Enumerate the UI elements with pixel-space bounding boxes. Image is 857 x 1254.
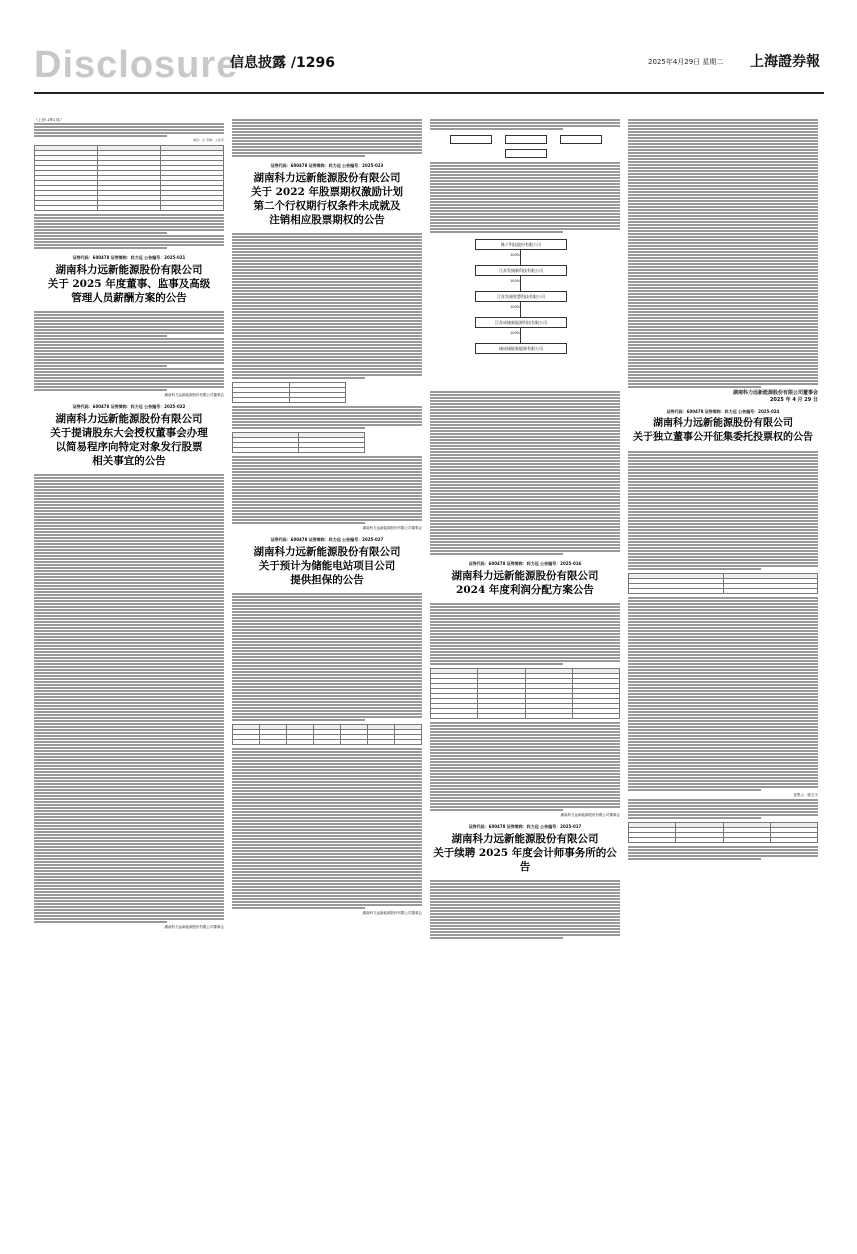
table-unit: 单位：元 币种：人民币 bbox=[193, 138, 224, 142]
notice-proxy-solicitation bbox=[628, 409, 818, 445]
board-signature: 湖南科力远新能源股份有限公司董事会 bbox=[732, 390, 818, 396]
proxy-form-table bbox=[628, 822, 818, 843]
org-box: 江苏发储智慧科技有限公司 bbox=[475, 291, 567, 302]
notice-meta: 证券代码：600478 证券简称：科力远 公告编号：2025-023 bbox=[270, 163, 384, 168]
notice-title: 湖南科力远新能源股份有限公司 关于 2025 年度董事、监事及高级 管理人员薪酬方案的公告 bbox=[47, 264, 211, 304]
notice-title: 湖南科力远新能源股份有限公司 关于独立董事公开征集委托投票权的公告 bbox=[633, 418, 813, 443]
org-pct: 100% bbox=[510, 331, 521, 335]
proposal-table bbox=[628, 573, 818, 594]
org-pct: 100% bbox=[510, 305, 521, 309]
notice-signature: 湖南科力远新能源股份有限公司董事会 bbox=[362, 911, 422, 915]
notice-profit-distribution bbox=[430, 561, 620, 597]
header-divider bbox=[34, 92, 824, 94]
board-signature-date: 2025 年 4 月 29 日 bbox=[769, 397, 818, 403]
org-pct: 100% bbox=[510, 253, 521, 257]
notice-title: 湖南科力远新能源股份有限公司 关于续聘 2025 年度会计师事务所的公告 bbox=[433, 833, 617, 873]
org-box: 株下科技股份有限公司 bbox=[475, 239, 567, 250]
column-1 bbox=[34, 118, 224, 1238]
financial-table bbox=[34, 145, 224, 211]
notice-meta: 证券代码：600478 证券简称：科力远 公告编号：2025-017 bbox=[468, 824, 582, 829]
issue-date: 2025年4月29日 星期二 bbox=[648, 58, 724, 66]
notice-simplified-offering bbox=[34, 404, 224, 468]
solicitor-signature: 征集人：顾卫平 bbox=[793, 793, 818, 797]
notice-meta: 证券代码：600478 证券简称：科力远 公告编号：2025-016 bbox=[468, 561, 582, 566]
notice-meta: 证券代码：600478 证券简称：科力远 公告编号：2025-021 bbox=[72, 255, 186, 260]
column-4 bbox=[628, 118, 818, 1238]
notice-meta: 证券代码：600478 证券简称：科力远 公告编号：2025-022 bbox=[72, 404, 186, 409]
org-box: 江苏发储新科技有限公司 bbox=[475, 265, 567, 276]
notice-auditor-renewal bbox=[430, 824, 620, 874]
notice-meta: 证券代码：600478 证券简称：科力远 公告编号：2025-024 bbox=[666, 409, 780, 414]
notice-title: 湖南科力远新能源股份有限公司 关于 2022 年股票期权激励计划 第二个行权期行权条件未成就及 注销相应股票期权的公告 bbox=[250, 172, 404, 226]
notice-remuneration bbox=[34, 255, 224, 305]
options-table-2 bbox=[232, 432, 365, 453]
org-box: 江苏成储新能源科技有限公司 bbox=[475, 317, 567, 328]
notice-meta: 证券代码：600478 证券简称：科力远 公告编号：2025-027 bbox=[270, 537, 384, 542]
ownership-flow-diagram bbox=[430, 133, 620, 159]
notice-title: 湖南科力远新能源股份有限公司 关于提请股东大会授权董事会办理 以简易程序向特定对象发行股票 相关事宜的公告 bbox=[50, 413, 208, 467]
continuation-note: （上接 295 版） bbox=[34, 118, 65, 122]
notice-signature: 湖南科力远新能源股份有限公司董事会 bbox=[362, 526, 422, 530]
section-brand: Disclosure bbox=[34, 44, 239, 86]
notice-signature: 湖南科力远新能源股份有限公司董事会 bbox=[164, 925, 224, 929]
options-table bbox=[232, 382, 346, 403]
ownership-structure-chart bbox=[430, 237, 620, 387]
notice-title: 湖南科力远新能源股份有限公司 关于预计为储能电站项目公司 提供担保的公告 bbox=[253, 546, 401, 586]
notice-signature: 湖南科力远新能源股份有限公司董事会 bbox=[560, 813, 620, 817]
org-box: 储成储能新能源有限公司 bbox=[475, 343, 567, 354]
notice-title: 湖南科力远新能源股份有限公司 2024 年度利润分配方案公告 bbox=[451, 570, 599, 596]
notice-stock-options bbox=[232, 163, 422, 227]
column-2 bbox=[232, 118, 422, 1238]
notice-guarantee bbox=[232, 537, 422, 587]
guarantee-table bbox=[232, 724, 422, 745]
org-pct: 100% bbox=[510, 279, 521, 283]
newspaper-logo: 上海證券報 bbox=[750, 54, 820, 70]
section-title: 信息披露 /1296 bbox=[230, 55, 335, 71]
notice-signature: 湖南科力远新能源股份有限公司董事会 bbox=[164, 393, 224, 397]
column-3 bbox=[430, 118, 620, 1238]
page-header bbox=[0, 0, 857, 110]
profit-table bbox=[430, 668, 620, 719]
